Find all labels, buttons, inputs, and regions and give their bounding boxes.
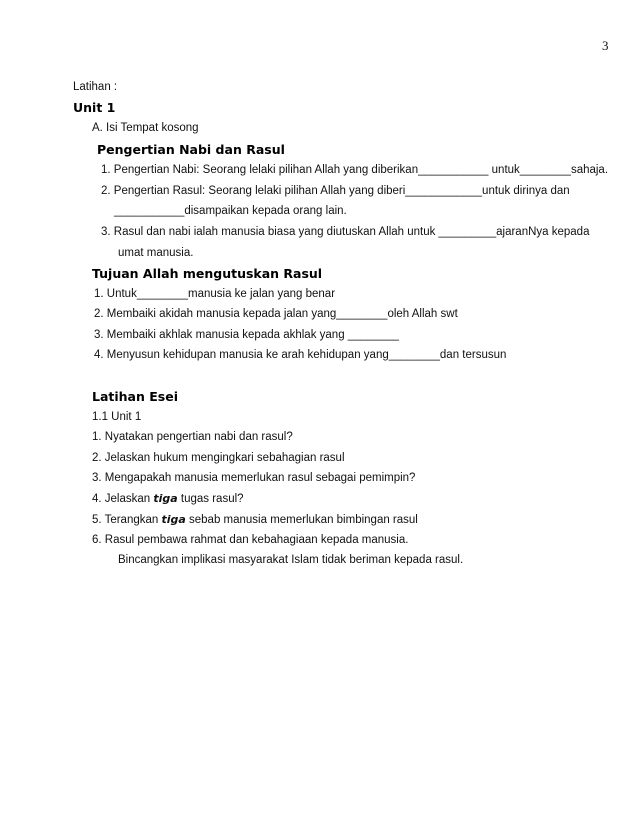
page-number: 3 [602, 38, 609, 53]
esei-subtitle: 1.1 Unit 1 [92, 411, 142, 423]
latihan-label: Latihan : [73, 81, 118, 93]
esei-question-1: 1. Nyatakan pengertian nabi dan rasul? [92, 431, 293, 443]
esei-question-4 [92, 492, 244, 505]
tujuan-heading: Tujuan Allah mengutuskan Rasul [92, 266, 323, 281]
esei-question-6: 6. Rasul pembawa rahmat dan kebahagiaan kepada manusia. [92, 534, 409, 546]
esei-heading: Latihan Esei [92, 389, 178, 404]
esei-question-3: 3. Mengapakah manusia memerlukan rasul sebagai pemimpin? [92, 472, 416, 484]
pengertian-item-2-continued: ___________disampaikan kepada orang lain. [114, 205, 347, 217]
esei-question-5-end: sebab manusia memerlukan bimbingan rasul [185, 514, 418, 526]
unit-title: Unit 1 [73, 100, 116, 115]
esei-question-2: 2. Jelaskan hukum mengingkari sebahagian rasul [92, 452, 345, 464]
tujuan-item-4: 4. Menyusun kehidupan manusia ke arah kehidupan yang________dan tersusun [94, 349, 507, 361]
tujuan-item-2: 2. Membaiki akidah manusia kepada jalan yang________oleh Allah swt [94, 308, 458, 320]
esei-question-4-start: 4. Jelaskan [92, 493, 154, 505]
esei-question-5-start: 5. Terangkan [92, 514, 162, 526]
pengertian-item-1: 1. Pengertian Nabi: Seorang lelaki pilihan Allah yang diberikan___________ untuk________sahaja. [101, 164, 609, 176]
tujuan-item-1: 1. Untuk________manusia ke jalan yang benar [94, 288, 336, 300]
pengertian-item-3-continued: umat manusia. [118, 247, 194, 259]
esei-question-6-continued: Bincangkan implikasi masyarakat Islam tidak beriman kepada rasul. [118, 554, 464, 566]
tujuan-item-3: 3. Membaiki akhlak manusia kepada akhlak yang ________ [94, 329, 399, 341]
esei-question-5 [92, 513, 418, 526]
pengertian-item-3: 3. Rasul dan nabi ialah manusia biasa yang diutuskan Allah untuk _________ajaranNya kepada [101, 226, 590, 238]
esei-question-4-end: tugas rasul? [177, 493, 244, 505]
esei-question-4-emphasis: tiga [153, 492, 178, 505]
esei-question-5-emphasis: tiga [161, 513, 186, 526]
section-a-label: A. Isi Tempat kosong [92, 122, 199, 134]
pengertian-item-2: 2. Pengertian Rasul: Seorang lelaki pilihan Allah yang diberi____________untuk dirinya dan [101, 185, 570, 197]
pengertian-heading: Pengertian Nabi dan Rasul [97, 142, 285, 157]
